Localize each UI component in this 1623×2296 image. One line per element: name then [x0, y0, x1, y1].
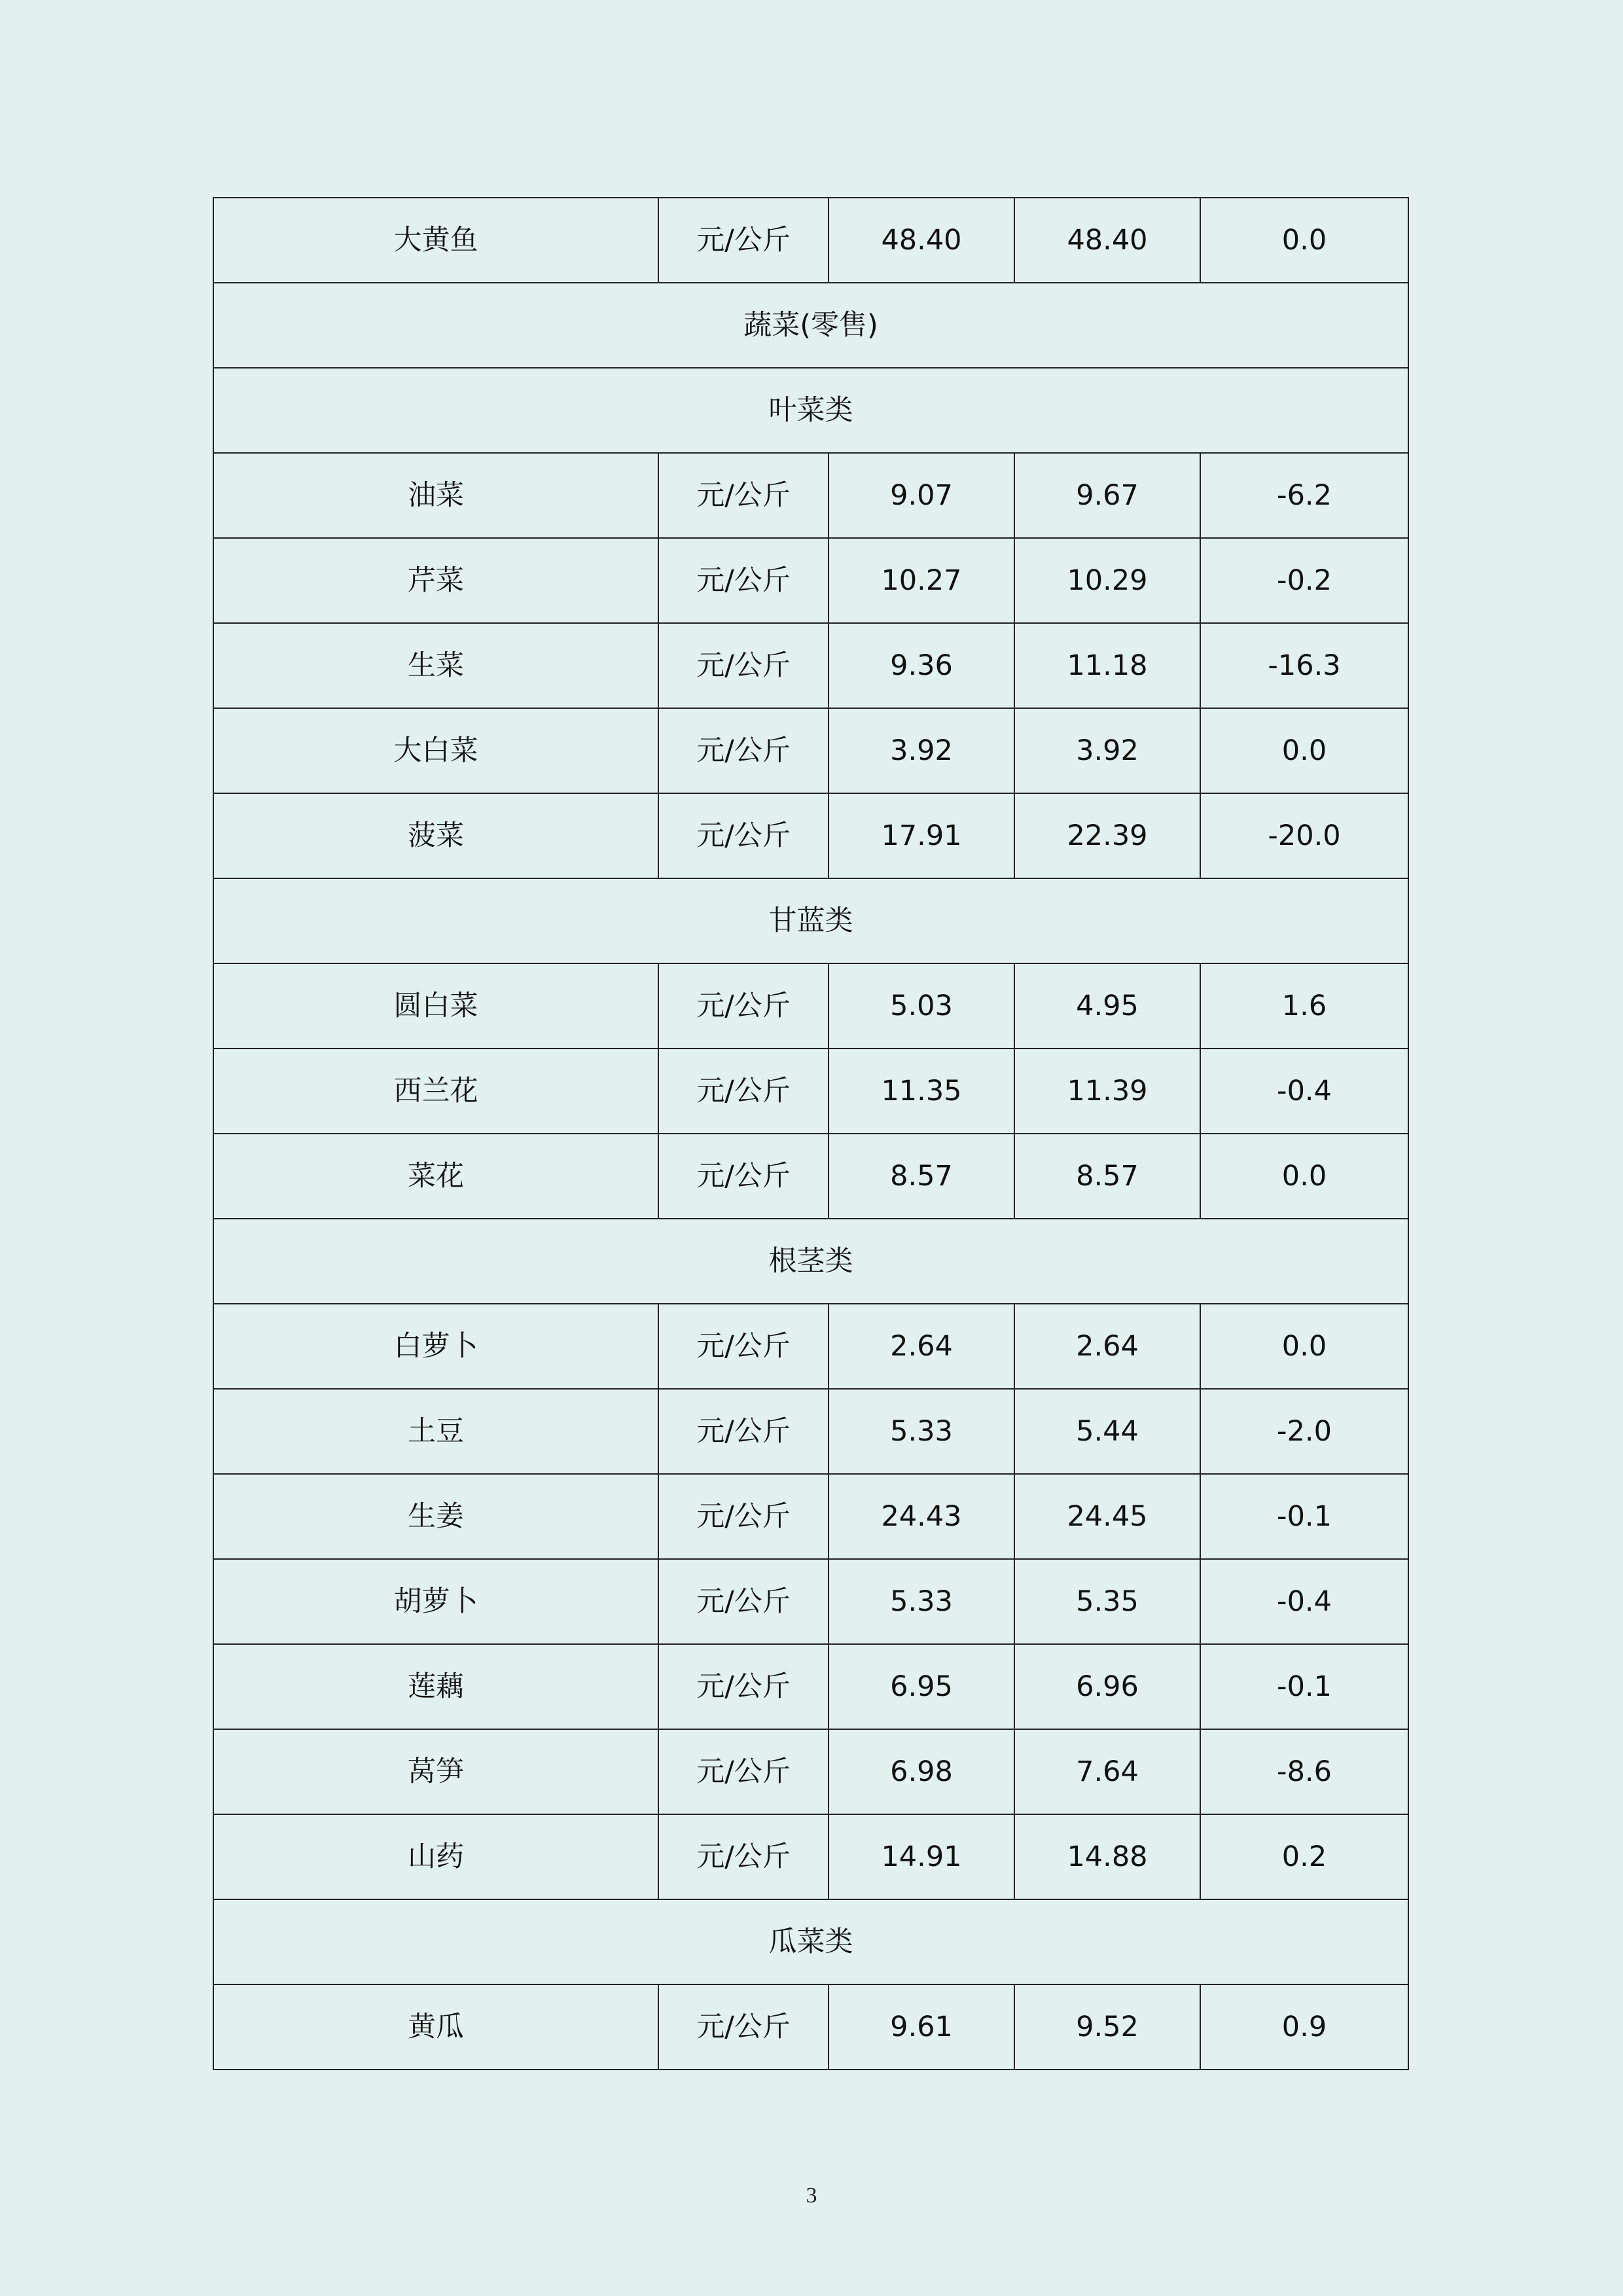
- item-name-cell: 油菜: [213, 453, 658, 538]
- unit-cell: 元/公斤: [658, 708, 829, 793]
- price-table: [213, 197, 1409, 2070]
- change-percent-cell: -8.6: [1200, 1729, 1408, 1814]
- change-percent-cell: -20.0: [1200, 793, 1408, 878]
- table-row: [213, 1984, 1408, 2070]
- change-percent-cell: 0.2: [1200, 1814, 1408, 1899]
- table-row: [213, 453, 1408, 538]
- current-price-cell: 6.98: [829, 1729, 1014, 1814]
- table-row: [213, 1134, 1408, 1219]
- change-percent-cell: -0.1: [1200, 1474, 1408, 1559]
- price-table-body: [213, 198, 1408, 2070]
- item-name-cell: 土豆: [213, 1389, 658, 1474]
- table-row: [213, 708, 1408, 793]
- previous-price-cell: 22.39: [1014, 793, 1200, 878]
- previous-price-cell: 24.45: [1014, 1474, 1200, 1559]
- change-percent-cell: 0.0: [1200, 198, 1408, 283]
- change-percent-cell: 0.0: [1200, 1304, 1408, 1389]
- current-price-cell: 8.57: [829, 1134, 1014, 1219]
- item-name-cell: 生姜: [213, 1474, 658, 1559]
- previous-price-cell: 11.18: [1014, 623, 1200, 708]
- current-price-cell: 48.40: [829, 198, 1014, 283]
- change-percent-cell: -0.1: [1200, 1644, 1408, 1729]
- previous-price-cell: 8.57: [1014, 1134, 1200, 1219]
- unit-cell: 元/公斤: [658, 963, 829, 1049]
- change-percent-cell: -0.4: [1200, 1049, 1408, 1134]
- current-price-cell: 14.91: [829, 1814, 1014, 1899]
- category-label: 瓜菜类: [213, 1899, 1408, 1984]
- previous-price-cell: 9.67: [1014, 453, 1200, 538]
- category-row: [213, 283, 1408, 368]
- category-row: [213, 1899, 1408, 1984]
- change-percent-cell: -6.2: [1200, 453, 1408, 538]
- unit-cell: 元/公斤: [658, 1559, 829, 1644]
- category-row: [213, 368, 1408, 453]
- item-name-cell: 胡萝卜: [213, 1559, 658, 1644]
- category-label: 蔬菜(零售): [213, 283, 1408, 368]
- change-percent-cell: 1.6: [1200, 963, 1408, 1049]
- unit-cell: 元/公斤: [658, 453, 829, 538]
- table-row: [213, 1474, 1408, 1559]
- table-row: [213, 793, 1408, 878]
- unit-cell: 元/公斤: [658, 1984, 829, 2070]
- unit-cell: 元/公斤: [658, 1729, 829, 1814]
- table-row: [213, 1644, 1408, 1729]
- table-row: [213, 1559, 1408, 1644]
- table-row: [213, 1729, 1408, 1814]
- current-price-cell: 17.91: [829, 793, 1014, 878]
- table-row: [213, 1049, 1408, 1134]
- unit-cell: 元/公斤: [658, 198, 829, 283]
- current-price-cell: 6.95: [829, 1644, 1014, 1729]
- table-row: [213, 1304, 1408, 1389]
- current-price-cell: 9.61: [829, 1984, 1014, 2070]
- previous-price-cell: 48.40: [1014, 198, 1200, 283]
- unit-cell: 元/公斤: [658, 538, 829, 623]
- previous-price-cell: 5.35: [1014, 1559, 1200, 1644]
- category-label: 根茎类: [213, 1219, 1408, 1304]
- previous-price-cell: 10.29: [1014, 538, 1200, 623]
- page-number: 3: [806, 2183, 817, 2208]
- table-row: [213, 198, 1408, 283]
- item-name-cell: 西兰花: [213, 1049, 658, 1134]
- unit-cell: 元/公斤: [658, 1304, 829, 1389]
- previous-price-cell: 4.95: [1014, 963, 1200, 1049]
- current-price-cell: 5.33: [829, 1559, 1014, 1644]
- item-name-cell: 生菜: [213, 623, 658, 708]
- item-name-cell: 圆白菜: [213, 963, 658, 1049]
- unit-cell: 元/公斤: [658, 1389, 829, 1474]
- previous-price-cell: 2.64: [1014, 1304, 1200, 1389]
- category-label: 叶菜类: [213, 368, 1408, 453]
- item-name-cell: 莲藕: [213, 1644, 658, 1729]
- table-row: [213, 1389, 1408, 1474]
- current-price-cell: 3.92: [829, 708, 1014, 793]
- previous-price-cell: 6.96: [1014, 1644, 1200, 1729]
- previous-price-cell: 9.52: [1014, 1984, 1200, 2070]
- item-name-cell: 大黄鱼: [213, 198, 658, 283]
- category-row: [213, 878, 1408, 963]
- unit-cell: 元/公斤: [658, 623, 829, 708]
- change-percent-cell: 0.0: [1200, 1134, 1408, 1219]
- previous-price-cell: 14.88: [1014, 1814, 1200, 1899]
- change-percent-cell: -2.0: [1200, 1389, 1408, 1474]
- current-price-cell: 5.33: [829, 1389, 1014, 1474]
- current-price-cell: 10.27: [829, 538, 1014, 623]
- change-percent-cell: -16.3: [1200, 623, 1408, 708]
- category-row: [213, 1219, 1408, 1304]
- change-percent-cell: -0.2: [1200, 538, 1408, 623]
- item-name-cell: 大白菜: [213, 708, 658, 793]
- current-price-cell: 2.64: [829, 1304, 1014, 1389]
- change-percent-cell: -0.4: [1200, 1559, 1408, 1644]
- unit-cell: 元/公斤: [658, 1134, 829, 1219]
- item-name-cell: 白萝卜: [213, 1304, 658, 1389]
- current-price-cell: 9.36: [829, 623, 1014, 708]
- item-name-cell: 黄瓜: [213, 1984, 658, 2070]
- change-percent-cell: 0.0: [1200, 708, 1408, 793]
- current-price-cell: 9.07: [829, 453, 1014, 538]
- unit-cell: 元/公斤: [658, 1049, 829, 1134]
- table-row: [213, 538, 1408, 623]
- current-price-cell: 5.03: [829, 963, 1014, 1049]
- item-name-cell: 菜花: [213, 1134, 658, 1219]
- previous-price-cell: 7.64: [1014, 1729, 1200, 1814]
- current-price-cell: 24.43: [829, 1474, 1014, 1559]
- unit-cell: 元/公斤: [658, 1814, 829, 1899]
- previous-price-cell: 11.39: [1014, 1049, 1200, 1134]
- item-name-cell: 菠菜: [213, 793, 658, 878]
- item-name-cell: 莴笋: [213, 1729, 658, 1814]
- current-price-cell: 11.35: [829, 1049, 1014, 1134]
- table-row: [213, 623, 1408, 708]
- unit-cell: 元/公斤: [658, 1474, 829, 1559]
- previous-price-cell: 3.92: [1014, 708, 1200, 793]
- item-name-cell: 芹菜: [213, 538, 658, 623]
- unit-cell: 元/公斤: [658, 1644, 829, 1729]
- category-label: 甘蓝类: [213, 878, 1408, 963]
- unit-cell: 元/公斤: [658, 793, 829, 878]
- change-percent-cell: 0.9: [1200, 1984, 1408, 2070]
- table-row: [213, 1814, 1408, 1899]
- item-name-cell: 山药: [213, 1814, 658, 1899]
- table-row: [213, 963, 1408, 1049]
- previous-price-cell: 5.44: [1014, 1389, 1200, 1474]
